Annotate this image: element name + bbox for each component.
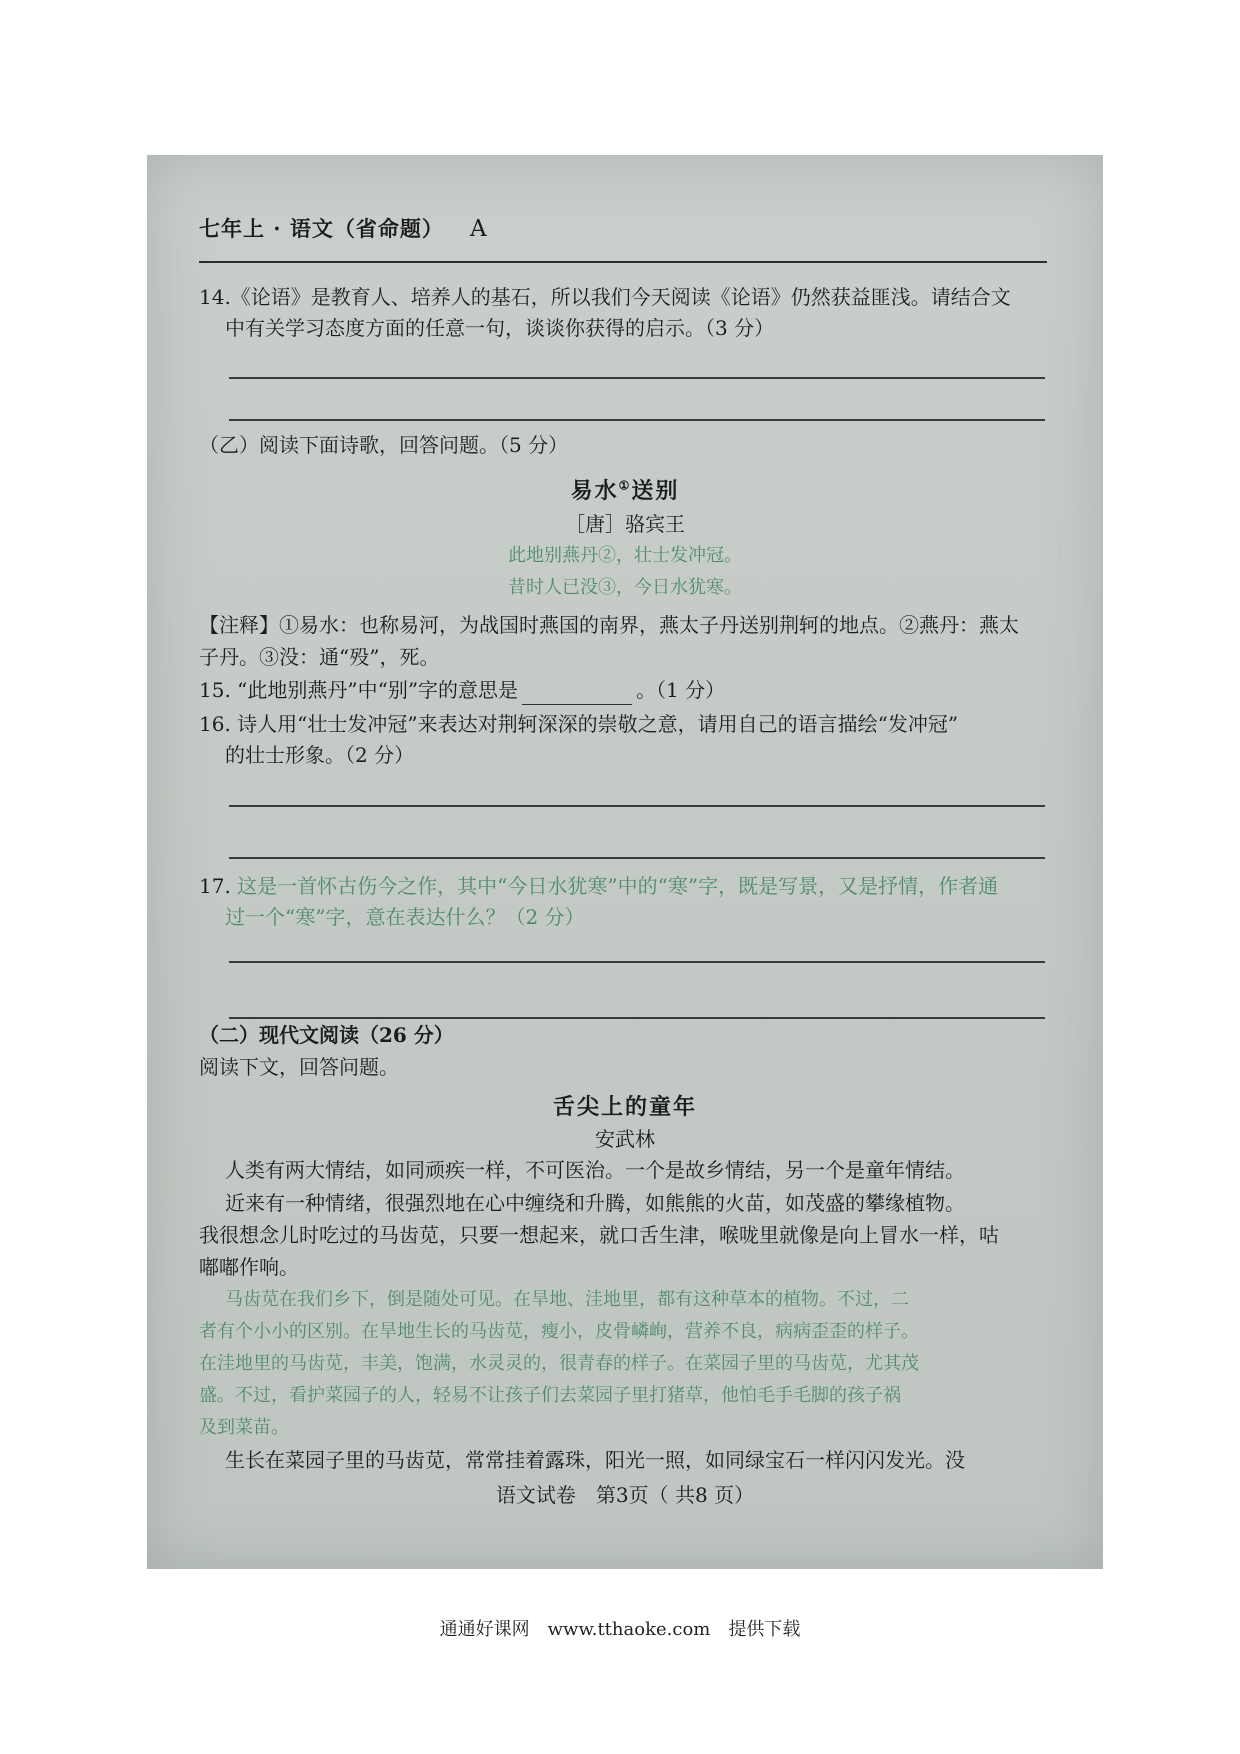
q17-text-1: 这是一首怀古伤今之作，其中“今日水犹寒”中的“寒”字，既是写景，又是抒情，作者通: [237, 874, 999, 898]
article-p3-line3: 在洼地里的马齿苋，丰美，饱满，水灵灵的，很青春的样子。在菜园子里的马齿苋，尤其茂: [199, 1353, 919, 1374]
q16-line2: 的壮士形象。（2 分）: [225, 743, 415, 767]
notes-line1: 【注释】①易水：也称易河，为战国时燕国的南界，燕太子丹送别荆轲的地点。②燕丹：燕太: [199, 613, 1019, 637]
q16-line1: 16. 诗人用“壮士发冲冠”来表达对荆轲深深的崇敬之意，请用自己的语言描绘“发冲冠”: [199, 712, 959, 736]
site-watermark: 通通好课网 www.tthaoke.com 提供下载: [439, 1619, 801, 1640]
article-p1: 人类有两大情结，如同顽疾一样，不可医治。一个是故乡情结，另一个是童年情结。: [225, 1158, 965, 1182]
header-title: 七年上 · 语文（省命题）: [199, 216, 444, 241]
q17-number: 17.: [199, 874, 231, 898]
page-header: [199, 213, 488, 243]
q16-answer-line-1[interactable]: [229, 805, 1045, 807]
q15-blank[interactable]: [522, 682, 632, 705]
exam-page-photo: [147, 155, 1103, 1569]
poem-author: ［唐］骆宾王: [565, 512, 685, 536]
header-rule: [199, 261, 1047, 263]
article-p3-line5: 及到菜苗。: [199, 1417, 289, 1438]
poem-title-note-mark: ①: [618, 478, 632, 493]
q15: [199, 675, 725, 705]
page-footer: 语文试卷 第3页（ 共8 页）: [495, 1483, 755, 1507]
q14-answer-line-1[interactable]: [229, 377, 1045, 379]
q14-line2: 中有关学习态度方面的任意一句，谈谈你获得的启示。（3 分）: [225, 316, 775, 340]
article-p2-line3: 嘟嘟作响。: [199, 1255, 299, 1279]
article-p3-line2: 者有个小小的区别。在旱地生长的马齿苋，瘦小，皮骨嶙峋，营养不良，病病歪歪的样子。: [199, 1321, 919, 1342]
section-2-instruction: 阅读下文，回答问题。: [199, 1055, 399, 1079]
article-p4-line1: 生长在菜园子里的马齿苋，常常挂着露珠，阳光一照，如同绿宝石一样闪闪发光。没: [225, 1448, 965, 1472]
article-author: 安武林: [595, 1127, 655, 1151]
poem-line-2: 昔时人已没③，今日水犹寒。: [508, 577, 742, 598]
poem-line-1: 此地别燕丹②，壮士发冲冠。: [508, 545, 742, 566]
article-p3-line4: 盛。不过，看护菜园子的人，轻易不让孩子们去菜园子里打猪草，他怕毛手毛脚的孩子祸: [199, 1385, 901, 1406]
article-p2-line2: 我很想念儿时吃过的马齿苋，只要一想起来，就口舌生津，喉咙里就像是向上冒水一样，咕: [199, 1223, 999, 1247]
section-b-heading: （乙）阅读下面诗歌，回答问题。（5 分）: [199, 433, 569, 457]
poem-title-end: 送别: [631, 478, 680, 504]
q17-answer-line-2[interactable]: [229, 1017, 1045, 1019]
article-p3-line1: 马齿苋在我们乡下，倒是随处可见。在旱地、洼地里，都有这种草本的植物。不过，二: [225, 1289, 909, 1310]
section-2-heading: （二）现代文阅读（26 分）: [199, 1023, 454, 1047]
notes-line2: 子丹。③没：通“殁”，死。: [199, 645, 440, 669]
q15-score: 。（1 分）: [636, 678, 726, 702]
q17-answer-line-1[interactable]: [229, 961, 1045, 963]
q14-answer-line-2[interactable]: [229, 419, 1045, 421]
q17-line2: 过一个“寒”字，意在表达什么？（2 分）: [225, 905, 585, 929]
poem-title-main: 易水: [570, 478, 619, 504]
paper-version: A: [469, 216, 488, 242]
q16-answer-line-2[interactable]: [229, 857, 1045, 859]
q14-line1: 14.《论语》是教育人、培养人的基石，所以我们今天阅读《论语》仍然获益匪浅。请结合文: [199, 285, 1011, 309]
article-title: 舌尖上的童年: [552, 1094, 697, 1120]
article-p2-line1: 近来有一种情绪，很强烈地在心中缠绕和升腾，如熊熊的火苗，如茂盛的攀缘植物。: [225, 1191, 965, 1215]
poem-title: [147, 474, 1103, 505]
q15-prompt: 15. “此地别燕丹”中“别”字的意思是: [199, 678, 519, 702]
q17-line1: [199, 871, 998, 901]
